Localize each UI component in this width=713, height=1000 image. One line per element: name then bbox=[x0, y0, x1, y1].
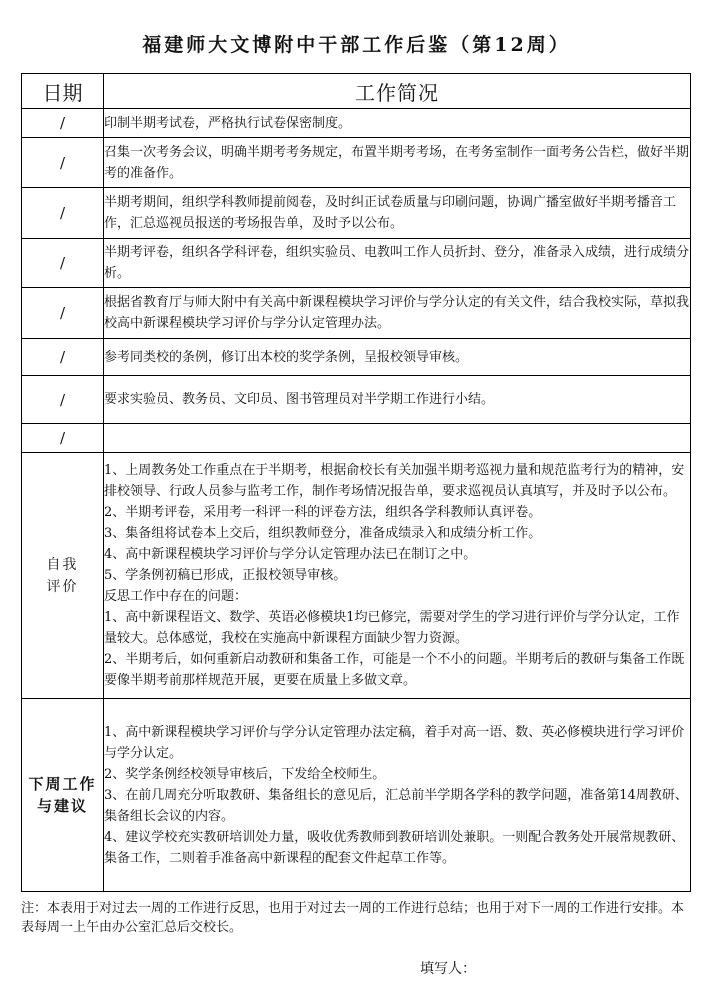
row-date: / bbox=[22, 239, 104, 288]
row-summary: 要求实验员、教务员、文印员、图书管理员对半学期工作进行小结。 bbox=[104, 376, 691, 424]
table-row bbox=[22, 339, 691, 376]
page-title: 福建师大文博附中干部工作后鉴（第12周） bbox=[142, 34, 571, 56]
next-week-label-line-1: 下周工作 bbox=[28, 775, 97, 793]
work-summary-table bbox=[21, 73, 691, 892]
self-evaluation-line: 1、上周教务处工作重点在于半期考，根据俞校长有关加强半期考巡视力量和规范监考行为的精神，安排校领导、行政人员参与监考工作，制作考场情况报告单，要求巡视员认真填写，并及时予以公布。 bbox=[104, 463, 685, 499]
row-date: / bbox=[22, 288, 104, 339]
self-evaluation-line: 2、半期考评卷，采用考一科评一科的评卷方法，组织各学科教师认真评卷。 bbox=[104, 505, 542, 520]
next-week-content bbox=[104, 699, 691, 892]
self-evaluation-row bbox=[22, 453, 691, 699]
summary-column-header: 工作简况 bbox=[104, 74, 691, 109]
table-row bbox=[22, 138, 691, 188]
row-summary: 召集一次考务会议，明确半期考考务规定，布置半期考考场，在考务室制作一面考务公告栏，做好半期考的准备作。 bbox=[104, 138, 691, 188]
table-row bbox=[22, 288, 691, 339]
row-date: / bbox=[22, 138, 104, 188]
row-date: / bbox=[22, 339, 104, 376]
row-summary: 根据省教育厅与师大附中有关高中新课程模块学习评价与学分认定的有关文件，结合我校实际，草拟我校高中新课程模块学习评价与学分认定管理办法。 bbox=[104, 288, 691, 339]
row-date: / bbox=[22, 424, 104, 453]
row-summary bbox=[104, 424, 691, 453]
next-week-row bbox=[22, 699, 691, 892]
row-summary: 半期考评卷，组织各学科评卷，组织实验员、电教叫工作人员折封、登分，准备录入成绩，进行成绩分析。 bbox=[104, 239, 691, 288]
row-date: / bbox=[22, 188, 104, 239]
row-summary: 参考同类校的条例，修订出本校的奖学条例，呈报校领导审核。 bbox=[104, 339, 691, 376]
next-week-line: 1、高中新课程模块学习评价与学分认定管理办法定稿，着手对高一语、数、英必修模块进行学习评价与学分认定。 bbox=[104, 724, 685, 761]
footnote: 注：本表用于对过去一周的工作进行反思，也用于对过去一周的工作进行总结；也用于对下一周的工作进行安排。本表每周一上午由办公室汇总后交校长。 bbox=[21, 901, 685, 935]
self-evaluation-line: 1、高中新课程语文、数学、英语必修模块1均已修完，需要对学生的学习进行评价与学分认定，工作量较大。总体感觉，我校在实施高中新课程方面缺少智力资源。 bbox=[104, 610, 680, 646]
next-week-label bbox=[22, 699, 104, 892]
row-summary: 半期考期间，组织学科教师提前阅卷，及时纠正试卷质量与印刷问题，协调广播室做好半期考播音工作，汇总巡视员报送的考场报告单，及时予以公布。 bbox=[104, 188, 691, 239]
next-week-line: 3、在前几周充分听取教研、集备组长的意见后，汇总前半学期各学科的教学问题，准备第14周教研、集备组长会议的内容。 bbox=[104, 787, 688, 824]
table-row bbox=[22, 188, 691, 239]
self-evaluation-label-line-2: 评价 bbox=[46, 578, 79, 595]
self-evaluation-line: 5、学条例初稿已形成，正报校领导审核。 bbox=[104, 568, 347, 583]
table-row bbox=[22, 424, 691, 453]
reflection-heading: 反思工作中存在的问题： bbox=[104, 589, 248, 604]
table-header-row bbox=[22, 74, 691, 109]
row-date: / bbox=[22, 109, 104, 138]
table-row bbox=[22, 239, 691, 288]
row-summary: 印制半期考试卷，严格执行试卷保密制度。 bbox=[104, 109, 691, 138]
row-date: / bbox=[22, 376, 104, 424]
self-evaluation-content bbox=[104, 453, 691, 699]
self-evaluation-label bbox=[22, 453, 104, 699]
date-column-header: 日期 bbox=[22, 74, 104, 109]
self-evaluation-line: 4、高中新课程模块学习评价与学分认定管理办法已在制订之中。 bbox=[104, 547, 477, 562]
self-evaluation-label-line-1: 自我 bbox=[46, 556, 79, 573]
table-row bbox=[22, 376, 691, 424]
next-week-label-line-2: 与建议 bbox=[36, 797, 88, 815]
self-evaluation-line: 2、半期考后，如何重新启动教研和集备工作，可能是一个不小的问题。半期考后的教研与集备工作既要像半期考前那样规范开展，更要在质量上多做文章。 bbox=[104, 652, 685, 688]
filler-label: 填写人： bbox=[420, 961, 476, 977]
next-week-line: 2、奖学条例经校领导审核后，下发给全校师生。 bbox=[104, 766, 386, 782]
table-row bbox=[22, 109, 691, 138]
self-evaluation-line: 3、集备组将试卷本上交后，组织教师登分，准备成绩录入和成绩分析工作。 bbox=[104, 526, 542, 541]
next-week-line: 4、建议学校充实教研培训处力量，吸收优秀教师到教研培训处兼职。一则配合教务处开展常规教研、集备工作，二则着手准备高中新课程的配套文件起草工作等。 bbox=[104, 829, 685, 866]
